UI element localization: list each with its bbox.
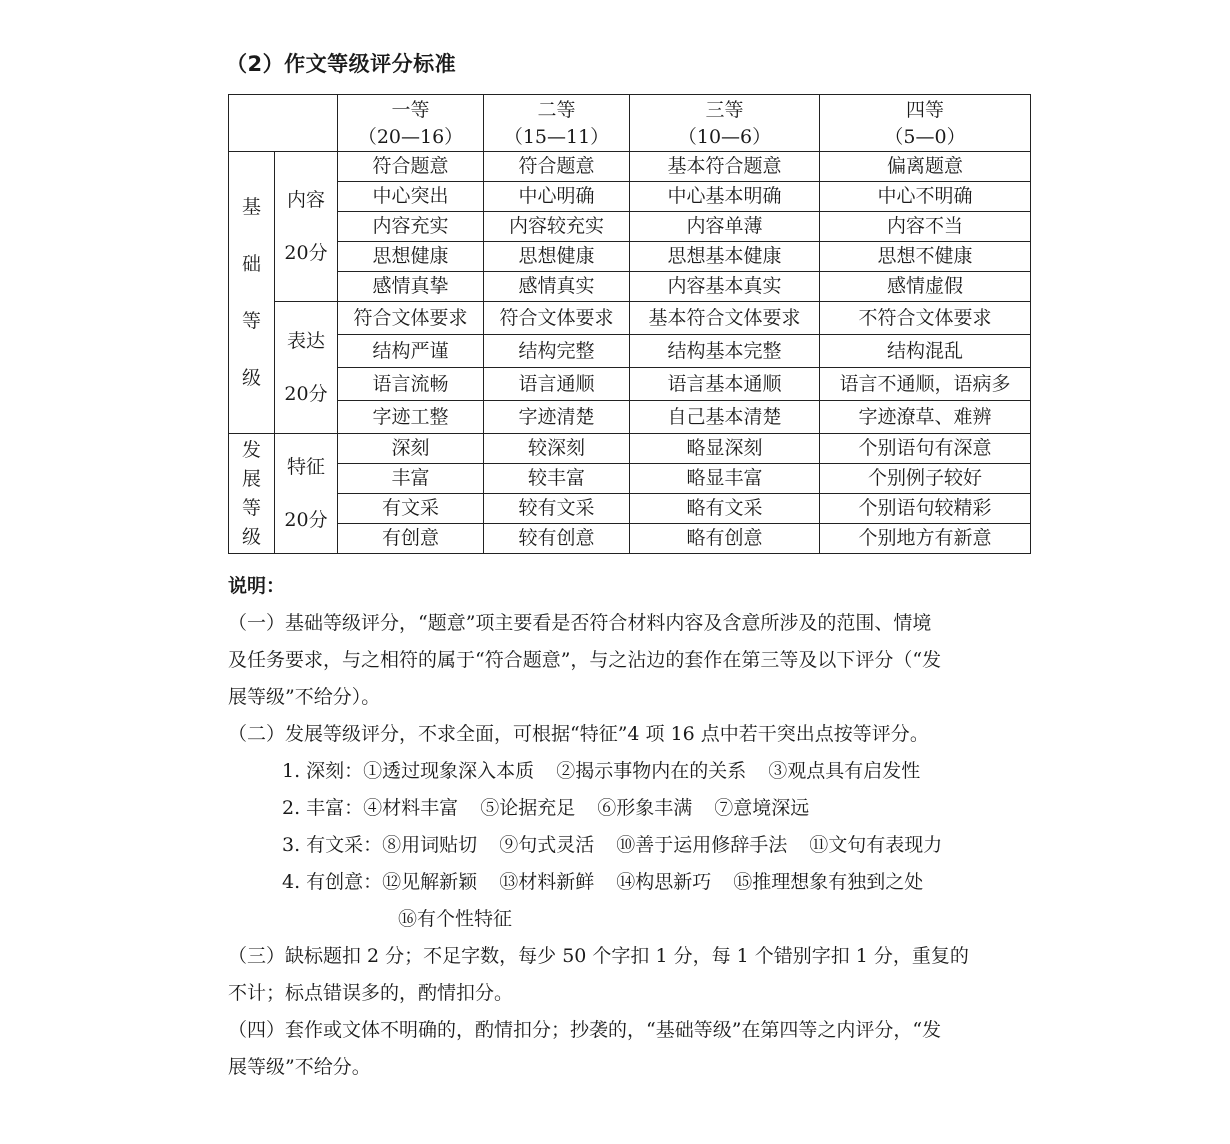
table-cell: 内容充实 <box>338 212 484 242</box>
header-row <box>229 95 1031 152</box>
feature-item: 1. 深刻：①透过现象深入本质 ②揭示事物内在的关系 ③观点具有启发性 <box>282 760 921 782</box>
table-row <box>229 212 1031 242</box>
table-cell: 字迹清楚 <box>484 401 630 434</box>
table-cell: 略显深刻 <box>630 434 820 464</box>
table-row <box>229 242 1031 272</box>
feature-item: 2. 丰富：④材料丰富 ⑤论据充足 ⑥形象丰满 ⑦意境深远 <box>282 797 810 819</box>
table-cell: 中心基本明确 <box>630 182 820 212</box>
note-line: （一）基础等级评分，“题意”项主要看是否符合材料内容及含意所涉及的范围、情境 <box>228 612 932 634</box>
table-cell: 符合文体要求 <box>338 302 484 335</box>
table-cell: 个别语句较精彩 <box>820 494 1031 524</box>
table-cell: 内容基本真实 <box>630 272 820 302</box>
table-cell: 内容不当 <box>820 212 1031 242</box>
category-basic: 基 础 等 级 <box>229 152 275 434</box>
table-cell: 基本符合题意 <box>630 152 820 182</box>
note-line: 及任务要求，与之相符的属于“符合题意”，与之沾边的套作在第三等及以下评分（“发 <box>228 649 942 671</box>
table-cell: 自己基本清楚 <box>630 401 820 434</box>
table-cell: 深刻 <box>338 434 484 464</box>
note-line: 展等级”不给分）。 <box>228 686 381 708</box>
table-cell: 个别语句有深意 <box>820 434 1031 464</box>
table-cell: 略有文采 <box>630 494 820 524</box>
table-cell: 思想健康 <box>338 242 484 272</box>
table-cell: 感情真挚 <box>338 272 484 302</box>
table-cell: 结构混乱 <box>820 335 1031 368</box>
table-cell: 符合题意 <box>484 152 630 182</box>
notes-section <box>228 568 1068 1086</box>
table-row <box>229 494 1031 524</box>
table-cell: 结构基本完整 <box>630 335 820 368</box>
table-cell: 中心不明确 <box>820 182 1031 212</box>
table-cell: 结构完整 <box>484 335 630 368</box>
subcategory-expression: 表达 20分 <box>275 302 338 434</box>
table-cell: 语言通顺 <box>484 368 630 401</box>
note-line: （三）缺标题扣 2 分；不足字数，每少 50 个字扣 1 分，每 1 个错别字扣 1 分，重复的 <box>228 945 969 967</box>
table-cell: 符合文体要求 <box>484 302 630 335</box>
table-cell: 感情真实 <box>484 272 630 302</box>
table-cell: 较有创意 <box>484 524 630 554</box>
table-cell: 较丰富 <box>484 464 630 494</box>
table-cell: 偏离题意 <box>820 152 1031 182</box>
table-cell: 语言基本通顺 <box>630 368 820 401</box>
table-cell: 不符合文体要求 <box>820 302 1031 335</box>
table-cell: 感情虚假 <box>820 272 1031 302</box>
table-row <box>229 434 1031 464</box>
table-cell: 有创意 <box>338 524 484 554</box>
grading-table <box>228 94 1031 554</box>
subcategory-content: 内容 20分 <box>275 152 338 302</box>
table-row <box>229 335 1031 368</box>
table-cell: 语言流畅 <box>338 368 484 401</box>
table-cell: 略有创意 <box>630 524 820 554</box>
table-cell: 符合题意 <box>338 152 484 182</box>
table-cell: 思想健康 <box>484 242 630 272</box>
table-cell: 略显丰富 <box>630 464 820 494</box>
subcategory-feature: 特征 20分 <box>275 434 338 554</box>
table-cell: 语言不通顺，语病多 <box>820 368 1031 401</box>
table-row <box>229 302 1031 335</box>
table-row <box>229 272 1031 302</box>
table-cell: 中心突出 <box>338 182 484 212</box>
table-cell: 较有文采 <box>484 494 630 524</box>
table-row <box>229 401 1031 434</box>
table-cell: 内容较充实 <box>484 212 630 242</box>
table-cell: 中心明确 <box>484 182 630 212</box>
feature-item: 4. 有创意：⑫见解新颖 ⑬材料新鲜 ⑭构思新巧 ⑮推理想象有独到之处 <box>282 871 924 893</box>
note-line: 展等级”不给分。 <box>228 1056 371 1078</box>
note-line: （四）套作或文体不明确的，酌情扣分；抄袭的，“基础等级”在第四等之内评分，“发 <box>228 1019 942 1041</box>
table-cell: 有文采 <box>338 494 484 524</box>
level-header: 二等 （15—11） <box>484 95 630 152</box>
table-cell: 基本符合文体要求 <box>630 302 820 335</box>
table-cell: 字迹潦草、难辨 <box>820 401 1031 434</box>
level-header: 四等 （5—0） <box>820 95 1031 152</box>
feature-item-extra: ⑯有个性特征 <box>398 908 513 930</box>
table-cell: 丰富 <box>338 464 484 494</box>
note-line: （二）发展等级评分，不求全面，可根据“特征”4 项 16 点中若干突出点按等评分。 <box>228 723 929 745</box>
table-cell: 个别地方有新意 <box>820 524 1031 554</box>
table-row <box>229 152 1031 182</box>
table-row <box>229 368 1031 401</box>
table-row <box>229 464 1031 494</box>
table-cell: 思想不健康 <box>820 242 1031 272</box>
table-cell: 字迹工整 <box>338 401 484 434</box>
level-header: 一等 （20—16） <box>338 95 484 152</box>
table-cell: 结构严谨 <box>338 335 484 368</box>
table-row <box>229 524 1031 554</box>
category-development: 发 展 等 级 <box>229 434 275 554</box>
notes-heading: 说明： <box>228 575 286 597</box>
table-cell: 内容单薄 <box>630 212 820 242</box>
table-row <box>229 182 1031 212</box>
note-line: 不计；标点错误多的，酌情扣分。 <box>228 982 514 1004</box>
corner-cell <box>229 95 338 152</box>
table-cell: 个别例子较好 <box>820 464 1031 494</box>
table-cell: 思想基本健康 <box>630 242 820 272</box>
table-cell: 较深刻 <box>484 434 630 464</box>
level-header: 三等 （10—6） <box>630 95 820 152</box>
section-title: （2）作文等级评分标准 <box>226 52 457 76</box>
feature-item: 3. 有文采：⑧用词贴切 ⑨句式灵活 ⑩善于运用修辞手法 ⑪文句有表现力 <box>282 834 943 856</box>
